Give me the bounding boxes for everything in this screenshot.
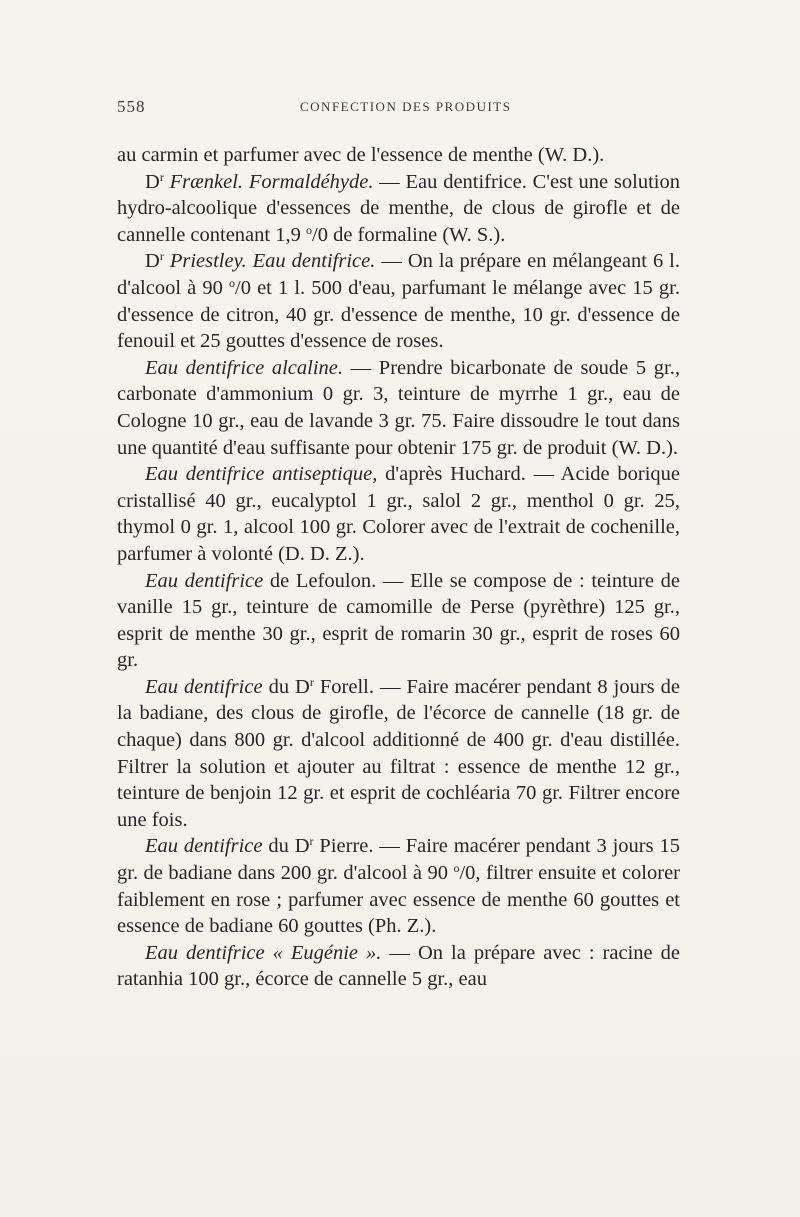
text-run: — Prendre bicarbonate de soude 5 gr., carbonate d'ammonium 0 gr. 3, teinture de myrrhe 1 gr., eau de Cologne 10 gr., eau de lavande 3 gr. 75. Faire dissoudre le tout dans une quantité d'eau suffisante pour obtenir 175 gr. de produit (W. D.). [117, 356, 680, 459]
text-run: D [145, 170, 160, 193]
paragraph [117, 355, 680, 461]
text-run: 0 [317, 223, 328, 246]
paragraph [117, 169, 680, 249]
italic-text: Eau dentifrice [145, 675, 263, 698]
text-run: Forell. — Faire macérer pendant 8 jours de la badiane, des clous de girofle, de l'écorce de cannelle (18 gr. de chaque) dans 800 gr. d'alcool additionné de 400 gr. d'eau distillée. Filtrer la solution et ajouter au filtrat : essence de menthe 12 gr., teinture de benjoin 12 gr. et esprit de cochléaria 70 gr. Filtrer encore une fois. [117, 675, 680, 831]
text-run: Pierre. — Faire macérer pendant 3 jours 15 gr. de badiane dans 200 gr. d'alcool à 90 [117, 835, 680, 885]
text-run: au carmin et parfumer avec de l'essence de menthe (W. D.). [117, 144, 605, 166]
text-run: de formaline (W. S.). [327, 223, 506, 246]
superscript-text: o [305, 222, 312, 237]
paragraph [117, 461, 680, 567]
text-run: / [311, 223, 318, 246]
text-run: / [235, 276, 241, 299]
italic-text: Eau dentifrice [145, 569, 264, 592]
text-run: 0 [240, 276, 251, 299]
text-run: — On la prépare avec : racine de ratanhia 100 gr., écorce de cannelle 5 gr., eau [117, 941, 680, 991]
superscript-text: r [309, 834, 314, 849]
page-header [117, 97, 682, 119]
italic-text: Eau dentifrice [145, 835, 263, 858]
text-run: d'après Huchard. — Acide borique cristallisé 40 gr., eucalyptol 1 gr., salol 2 gr., menthol 0 gr. 25, thymol 0 gr. 1, alcool 100 gr. Colorer avec de l'extrait de cochenille, parfumer à volonté (D. D. Z.). [117, 463, 680, 565]
paragraph [117, 833, 680, 939]
italic-text: Eau dentifrice alcaline. [145, 356, 344, 379]
text-run: — Eau dentifrice. C'est une solution hydro-alcoolique d'essences de menthe, de clous de girofle et de cannelle contenant 1,9 [117, 170, 680, 246]
text-run: D [145, 250, 160, 273]
body-text [117, 142, 680, 993]
superscript-text: r [309, 674, 314, 689]
text-run: , filtrer ensuite et colorer faiblement en rose ; parfumer avec essence de menthe 60 gouttes et essence de badiane 60 gouttes (Ph. Z.). [117, 862, 680, 938]
text-run: 0 [465, 862, 476, 885]
italic-text: Eau dentifrice antiseptique, [145, 463, 378, 486]
superscript-text: r [159, 169, 164, 184]
text-run: du D [262, 835, 310, 858]
paragraph [117, 248, 680, 354]
italic-text: Eau dentifrice « Eugénie ». [145, 941, 382, 964]
text-run: — On la prépare en mélangeant 6 l. d'alcool à 90 [117, 250, 681, 299]
text-run: et 1 l. 500 d'eau, parfumant le mélange avec 15 gr. d'essence de citron, 40 gr. d'essence de menthe, 10 gr. d'essence de fenouil et 25 gouttes d'essence de roses. [117, 276, 680, 353]
italic-text: Priestley. Eau dentifrice. [169, 250, 376, 273]
superscript-text: r [159, 249, 164, 264]
text-run: de Lefoulon. — Elle se compose de : teinture de vanille 15 gr., teinture de camomille de Perse (pyrèthre) 125 gr., esprit de menthe 30 gr., esprit de romarin 30 gr., esprit de roses 60 gr. [117, 569, 680, 672]
running-title: CONFECTION DES PRODUITS [300, 99, 512, 114]
text-run: du D [262, 675, 310, 698]
paragraph [117, 674, 680, 834]
text-run: / [459, 862, 466, 885]
paragraph [117, 142, 680, 169]
superscript-text: o [229, 275, 235, 290]
italic-text: Frænkel. Formaldéhyde. [169, 170, 374, 193]
paragraph [117, 940, 680, 993]
superscript-text: o [453, 861, 460, 876]
paragraph [117, 568, 680, 674]
page-number: 558 [117, 97, 146, 116]
